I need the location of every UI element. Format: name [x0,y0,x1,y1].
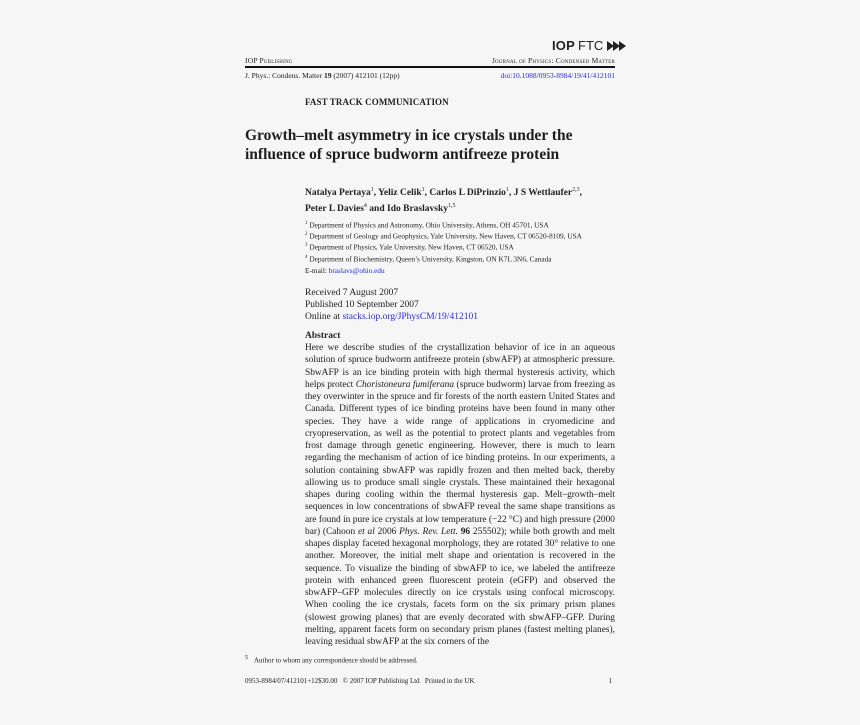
affiliation-num: 3 [305,243,308,249]
doi-link[interactable]: doi:10.1088/0953-8984/19/41/412101 [500,71,615,80]
author-separator: , [579,188,582,199]
journal-name: Journal of Physics: Condensed Matter [491,56,615,65]
published-date: Published 10 September 2007 [305,299,419,310]
author-list [305,184,625,216]
author: J S Wettlaufer [513,188,573,199]
triple-arrow-icon [608,41,626,51]
journal-reference: Phys. Rev. Lett. [399,526,458,537]
email-link[interactable]: braslavs@ohio.edu [328,266,385,275]
logo-brand: IOP [552,38,575,53]
email-label: E-mail: [305,266,329,275]
affiliation-text: Department of Biochemistry, Queen’s University, Kingston, ON K7L 3N6, Canada [309,254,552,264]
author-separator: , [424,188,430,199]
author: Carlos L DiPrinzio [429,188,506,199]
logo-product: FTC [578,38,604,53]
author-affil-sup: 1 [370,187,374,193]
author-affil-sup: 1,5 [447,203,456,210]
publisher-name: IOP Publishing [245,56,293,65]
affiliation-text: Department of Physics, Yale University, New Haven, CT 06520, USA [309,242,514,252]
citation-volume: 19 [323,71,332,80]
section-label: FAST TRACK COMMUNICATION [305,97,449,107]
online-label: Online at [305,311,343,322]
online-line [305,312,478,324]
publication-dates [305,288,478,323]
author-separator: and [366,204,387,215]
affiliation [305,230,625,241]
author: Natalya Pertaya [305,188,371,199]
author-affil-sup: 2,3 [572,187,580,193]
citation [245,71,400,80]
species-name: Choristoneura fumiferana [355,379,455,390]
affiliations [305,219,625,264]
abstract-text: (spruce budworm) larvae from freezing as they overwinter in the spruce and fir forests of the north eastern United States and Canada. Different types of ice binding proteins have been found in many other species. They have a wide range of applications in cryomedicine and cryopreservation, as well as the potential to protect plants and vegetables from frost damage through genetic engineering. However, there is much to learn regarding the mechanism of action of ice binding proteins. In our experiments, a solution containing sbwAFP was rapidly frozen and then melted back, thereby allowing us to produce small single crystals. These maintained their hexagonal shapes during cooling within the thermal hysteresis gap. Melt–growth–melt sequences in low concentrations of sbwAFP reveal the same shape transitions as are found in pure ice crystals at low temperature (−22 °C) and high pressure (2000 bar) (Cahoon [305,379,615,537]
footer-copyright: 0953-8984/07/412101+12$30.00 © 2007 IOP Publishing Ltd Printed in the UK [245,677,475,685]
author-affil-sup: 4 [363,203,367,210]
volume-reference: 96 [457,526,471,537]
received-date: Received 7 August 2007 [305,288,399,298]
affiliation-text: Department of Physics and Astronomy, Ohio University, Athens, OH 45701, USA [309,220,549,230]
iop-ftc-logo [552,38,626,53]
abstract-text: 2006 [374,526,400,537]
abstract-text: Here we describe studies of the crystallization behavior of ice in an aqueous solution of spruce budworm antifreeze protein (sbwAFP) at atmospheric pressure. SbwAFP is an ice binding protein with high thermal hysteresis activity, which helps protect [305,343,615,390]
affiliation-num: 4 [305,254,308,260]
affiliation [305,241,625,252]
affiliation-num: 1 [305,221,308,226]
footnote-text: Author to whom any correspondence should be addressed. [254,656,418,665]
affiliation-text: Department of Geology and Geophysics, Yale University, New Haven, CT 06520-8109, USA [309,231,582,241]
author-separator: , [373,188,379,199]
email-line [305,266,385,275]
citation-prefix: J. Phys.: Condens. Matter [245,71,324,80]
footnote-num: 5 [245,655,248,661]
abstract-body [305,342,615,648]
title-line-2: influence of spruce budworm antifreeze protein [245,146,560,163]
author: Yeliz Celik [378,188,422,199]
citation-suffix: (2007) 412101 (12pp) [331,71,400,80]
author-affil-sup: 1 [505,187,509,193]
title-line-1: Growth–melt asymmetry in ice crystals under the [245,127,573,144]
abstract-heading: Abstract [305,331,341,341]
author-affil-sup: 1 [421,187,425,193]
abstract-text: 255502); while both growth and melt shapes display faceted hexagonal morphology, they are rotated 30° relative to one another. Moreover, the initial melt shape and orientation is recovered in the sequence. To visualize the binding of sbwAFP to ice, we labeled the antifreeze protein with enhanced green fluorescent protein (eGFP) and observed the sbwAFP–GFP molecules directly on ice crystals using confocal microscopy. When cooling the ice crystals, facets form on the six primary prism planes (slowest growing planes) that are evenly decorated with sbwAFP–GFP. During melting, apparent facets form on secondary prism planes (fastest melting planes), leaving residual sbwAFP at the six corners of the [305,526,615,647]
et-al: et al [357,526,375,537]
author: Peter L Davies [305,204,364,215]
header-rule [245,66,615,68]
author: Ido Braslavsky [387,204,448,215]
footnote [245,655,418,664]
affiliation [305,219,625,230]
page-number: 1 [608,677,612,685]
affiliation [305,253,625,264]
article-title [245,126,625,164]
online-url-link[interactable]: stacks.iop.org/JPhysCM/19/412101 [342,311,478,322]
author-separator: , [508,188,514,199]
affiliation-num: 2 [305,232,308,238]
